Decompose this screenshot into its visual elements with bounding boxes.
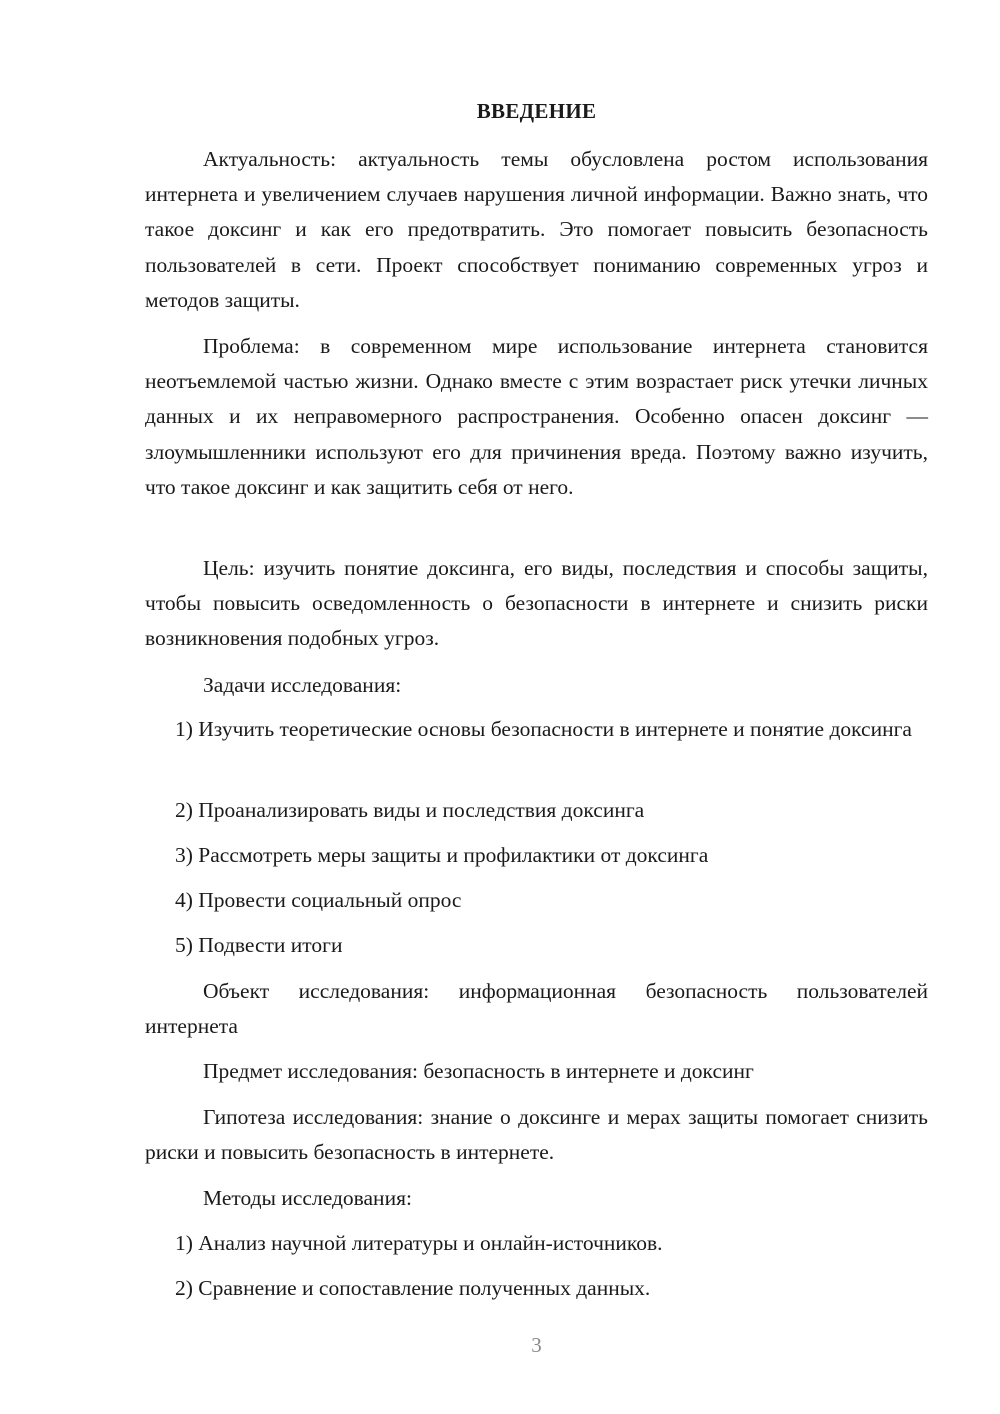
task-item-3: 3) Рассмотреть меры защиты и профилактики от доксинга [175, 843, 709, 867]
relevance-paragraph: Актуальность: актуальность темы обусловлена ростом использования интернета и увеличением случаев нарушения личной информации. Важно знать, что такое доксинг и как его предотвратить. Это помогает повысить безопасность пользователей в сети. Проект способствует пониманию современных угроз и методов защиты. [145, 147, 928, 312]
task-item-2: 2) Проанализировать виды и последствия доксинга [175, 798, 645, 822]
method-item-2: 2) Сравнение и сопоставление полученных данных. [175, 1276, 651, 1300]
hypothesis-paragraph: Гипотеза исследования: знание о доксинге и мерах защиты помогает снизить риски и повысить безопасность в интернете. [145, 1105, 928, 1165]
tasks-heading: Задачи исследования: [203, 673, 402, 697]
problem-paragraph: Проблема: в современном мире использование интернета становится неотъемлемой частью жизни. Однако вместе с этим возрастает риск утечки личных данных и их неправомерного распространения. Особенно опасен доксинг — злоумышленники используют его для причинения вреда. Поэтому важно изучить, что такое доксинг и как защитить себя от него. [145, 334, 928, 499]
page-title: ВВЕДЕНИЕ [476, 99, 597, 123]
task-item-5: 5) Подвести итоги [175, 933, 343, 957]
task-item-1: 1) Изучить теоретические основы безопасности в интернете и понятие доксинга [175, 717, 912, 741]
methods-heading: Методы исследования: [203, 1186, 412, 1210]
method-item-1: 1) Анализ научной литературы и онлайн-источников. [175, 1231, 663, 1255]
subject-paragraph: Предмет исследования: безопасность в интернете и доксинг [203, 1059, 754, 1083]
page-number: 3 [531, 1333, 542, 1357]
goal-paragraph: Цель: изучить понятие доксинга, его виды, последствия и способы защиты, чтобы повысить осведомленность о безопасности в интернете и снизить риски возникновения подобных угроз. [145, 556, 928, 651]
object-paragraph: Объект исследования: информационная безопасность пользователей интернета [145, 979, 928, 1039]
task-item-4: 4) Провести социальный опрос [175, 888, 462, 912]
